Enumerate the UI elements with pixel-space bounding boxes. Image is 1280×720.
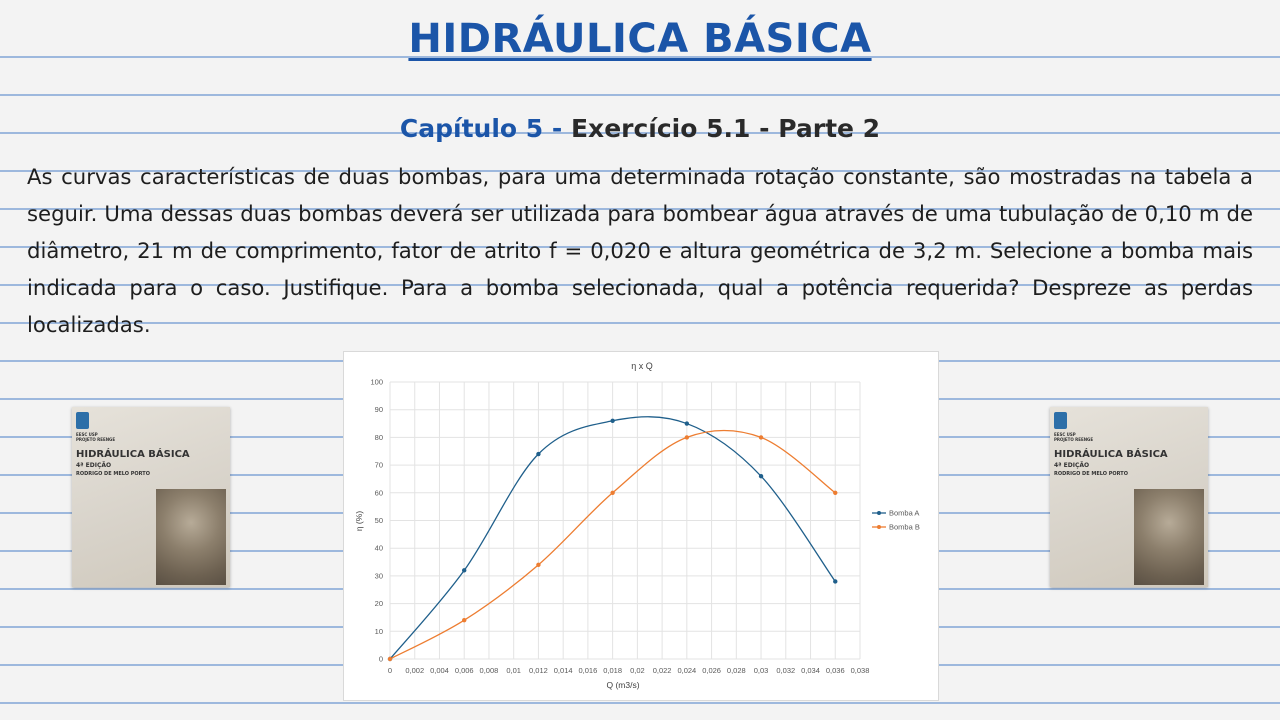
x-tick-label: 0,01	[506, 666, 521, 675]
exercise-label: Exercício 5.1	[570, 114, 751, 143]
data-point-bomba-a	[759, 474, 763, 478]
x-tick-label: 0,018	[603, 666, 623, 675]
data-point-bomba-b	[536, 563, 540, 567]
book-author: RODRIGO DE MELO PORTO	[76, 471, 150, 477]
y-tick-label: 70	[374, 460, 383, 470]
data-point-bomba-a	[462, 568, 466, 572]
book-logo-text: EESC USP PROJETO REENGE	[1054, 432, 1094, 442]
book-author: RODRIGO DE MELO PORTO	[1054, 471, 1128, 477]
book-edition: 4ª EDIÇÃO	[1054, 462, 1090, 469]
data-point-bomba-a	[685, 421, 689, 425]
x-tick-label: 0	[387, 666, 393, 675]
x-tick-label: 0,034	[801, 666, 820, 675]
problem-statement: As curvas características de duas bombas, para uma determinada rotação constante, são mostradas na tabela a seguir. Uma dessas duas bombas deverá ser utilizada para bombear água através de uma tubulação de 0,10 m de diâmetro, 21 m de comprimento, fator de atrito f = 0,020 e altura geométrica de 3,2 m. Selecione a bomba mais indicada para o caso. Justifique. Para a bomba selecionada, qual a potência requerida? Despreze as perdas localizadas.	[27, 164, 1253, 337]
book-title: HIDRÁULICA BÁSICA	[76, 449, 190, 460]
y-axis-title: η (%)	[354, 510, 364, 532]
x-tick-label: 0,012	[529, 666, 548, 675]
x-tick-label: 0,022	[652, 666, 672, 675]
subtitle-separator: -	[750, 114, 779, 143]
y-tick-label: 90	[374, 405, 383, 415]
data-point-bomba-b	[388, 657, 392, 661]
x-tick-label: 0,004	[430, 666, 449, 675]
y-tick-label: 80	[374, 432, 383, 442]
x-tick-label: 0,032	[776, 666, 796, 675]
data-point-bomba-b	[610, 491, 614, 495]
x-tick-label: 0,008	[479, 666, 499, 675]
book-logo-text: EESC USP PROJETO REENGE	[76, 432, 116, 442]
part-label: Parte 2	[778, 114, 881, 143]
data-point-bomba-a	[610, 419, 614, 423]
x-tick-label: 0,014	[553, 666, 573, 675]
data-point-bomba-b	[462, 618, 466, 622]
chart-canvas	[344, 352, 938, 700]
page-title: HIDRÁULICA BÁSICA	[408, 16, 872, 62]
y-tick-label: 20	[374, 599, 383, 609]
x-tick-label: 0,03	[753, 666, 769, 675]
x-tick-label: 0,016	[578, 666, 598, 675]
chart-title: η x Q	[631, 361, 653, 371]
y-tick-label: 30	[374, 571, 383, 581]
x-tick-label: 0,024	[677, 666, 697, 675]
x-tick-label: 0,038	[850, 666, 870, 675]
x-tick-label: 0,036	[825, 666, 845, 675]
legend-marker-bomba-a	[877, 511, 881, 515]
legend-marker-bomba-b	[877, 525, 881, 529]
data-point-bomba-b	[833, 491, 837, 495]
data-point-bomba-b	[759, 435, 763, 439]
publisher-logo-icon	[76, 412, 89, 429]
data-point-bomba-a	[833, 579, 837, 583]
y-tick-label: 0	[378, 654, 383, 664]
book-title: HIDRÁULICA BÁSICA	[1054, 449, 1168, 460]
x-tick-label: 0,002	[405, 666, 425, 675]
data-point-bomba-b	[685, 435, 689, 439]
data-point-bomba-a	[536, 452, 540, 456]
publisher-logo-icon	[1054, 412, 1067, 429]
y-tick-label: 40	[374, 543, 383, 553]
x-tick-label: 0,028	[726, 666, 746, 675]
y-tick-label: 100	[370, 377, 383, 387]
x-tick-label: 0,02	[630, 666, 645, 675]
x-axis-title: Q (m3/s)	[606, 680, 640, 690]
legend-label-bomba-b: Bomba B	[889, 522, 920, 532]
efficiency-chart	[343, 351, 939, 701]
chapter-label: Capítulo 5	[399, 114, 544, 143]
y-tick-label: 50	[374, 516, 383, 525]
book-cover-right	[1050, 407, 1208, 587]
book-cover-left	[72, 407, 230, 587]
y-tick-label: 60	[374, 488, 383, 498]
chapter-subtitle	[0, 114, 1280, 143]
legend-label-bomba-a: Bomba A	[889, 508, 920, 518]
subtitle-separator: -	[543, 114, 571, 143]
x-tick-label: 0,026	[702, 666, 721, 675]
y-tick-label: 10	[374, 626, 383, 636]
x-tick-label: 0,006	[454, 666, 474, 675]
book-edition: 4ª EDIÇÃO	[76, 462, 112, 469]
book-cover-illustration	[156, 489, 226, 585]
book-cover-illustration	[1134, 489, 1204, 585]
